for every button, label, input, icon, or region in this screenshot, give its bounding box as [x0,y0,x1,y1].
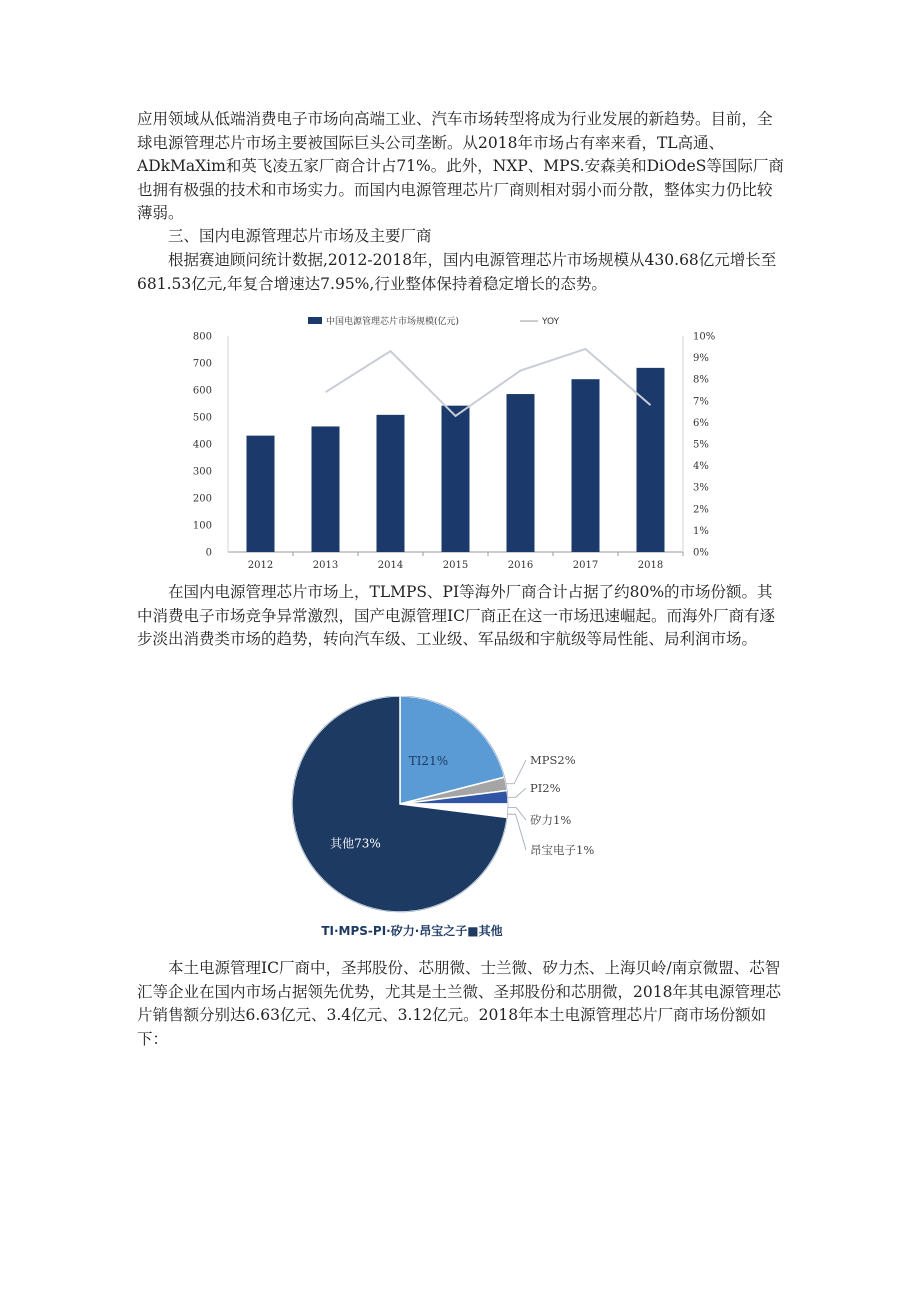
paragraph-3 [137,581,787,652]
pie-label-outside: 昂宝电子1% [530,843,595,857]
y-left-tick-label: 100 [192,520,212,532]
x-tick-label: 2015 [442,560,469,570]
x-tick-label: 2012 [247,560,274,570]
y-right-tick-label: 2% [693,504,709,516]
pie-label-other: 其他73% [330,836,381,851]
bar-2017 [572,379,600,552]
pie-leader-line [508,788,526,797]
x-tick-label: 2017 [572,560,599,570]
x-tick-label: 2016 [507,560,534,570]
x-tick-label: 2013 [312,560,339,570]
y-left-tick-label: 500 [192,412,212,424]
pie-label-outside: MPS2% [530,753,576,767]
chart-legend [308,315,560,327]
section-3-title: 三、国内电源管理芯片市场及主要厂商 [168,227,432,245]
bar-2016 [507,394,535,552]
paragraph-1-text: 应用领域从低端消费电子市场向高端工业、汽车市场转型将成为行业发展的新趋势。目前，全球电源管理芯片市场主要被国际巨头公司垄断。从2018年市场占有率来看，TL高通、ADkMaXim和英飞凌五家厂商合计占71%。此外，NXP、MPS.安森美和DiOdeS等国际厂商也拥有极强的技术和市场实力。而国内电源管理芯片厂商则相对弱小而分散，整体实力仍比较薄弱。 [137,110,784,222]
paragraph-3-text: 在国内电源管理芯片市场上，TLMPS、PI等海外厂商合计占据了约80%的市场份额。其中消费电子市场竞争异常激烈，国产电源管理IC厂商正在这一市场迅速崛起。而海外厂商有逐步淡出消费类市场的趋势，转向汽车级、工业级、军品级和宇航级等局性能、局利润市场。 [137,583,775,648]
yoy-line [326,349,651,416]
legend-label-bar: 中国电源管理芯片市场规模(亿元) [326,317,460,327]
market-size-chart [178,312,738,570]
bar-2012 [247,436,275,552]
y-right-tick-label: 5% [693,439,709,451]
y-left-tick-label: 400 [192,439,212,451]
y-right-tick-label: 3% [693,482,709,494]
y-left-tick-label: 800 [192,331,212,343]
y-left-tick-label: 200 [192,493,212,505]
bar-2014 [377,415,405,552]
y-right-tick-label: 1% [693,525,709,537]
pie-legend: TI·MPS-PI·矽力·昂宝之子■其他 [321,924,503,938]
section-heading [137,225,787,249]
y-right-tick-label: 7% [693,396,709,408]
y-right-tick-label: 10% [693,331,716,343]
y-left-tick-label: 700 [192,358,212,370]
y-left-tick-label: 300 [192,466,212,478]
paragraph-1 [137,108,787,226]
x-tick-label: 2014 [377,560,404,570]
pie-leader-line [508,814,526,850]
pie-label-outside: 矽力1% [530,813,572,827]
paragraph-4 [137,957,787,1051]
pie-label-outside: PI2% [530,781,561,795]
y-right-tick-label: 6% [693,417,709,429]
y-right-tick-label: 0% [693,547,709,559]
market-share-pie-chart [240,696,660,940]
paragraph-4-text: 本土电源管理IC厂商中，圣邦股份、芯朋微、士兰微、矽力杰、上海贝岭/南京微盟、芯智汇等企业在国内市场占据领先优势，尤其是土兰微、圣邦股份和芯朋微，2018年其电源管理芯片销售额分别达6.63亿元、3.4亿元、3.12亿元。2018年本土电源管理芯片厂商市场份额如下： [137,959,781,1048]
y-right-tick-label: 8% [693,374,709,386]
pie-leader-line [506,760,526,784]
paragraph-2 [137,249,787,296]
y-left-tick-label: 0 [205,547,212,559]
y-right-tick-label: 4% [693,461,709,473]
paragraph-2-text: 根据赛迪顾问统计数据,2012-2018年，国内电源管理芯片市场规模从430.68亿元增长至681.53亿元,年复合增速达7.95%,行业整体保持着稳定增长的态势。 [137,251,777,293]
legend-swatch-bar [308,317,322,324]
bar-2015 [442,406,470,552]
legend-label-line: YOY [542,317,560,327]
pie-label-ti: TI21% [408,754,449,769]
y-right-tick-label: 9% [693,353,709,365]
y-left-tick-label: 600 [192,385,212,397]
bar-2013 [312,426,340,552]
x-tick-label: 2018 [637,560,664,570]
